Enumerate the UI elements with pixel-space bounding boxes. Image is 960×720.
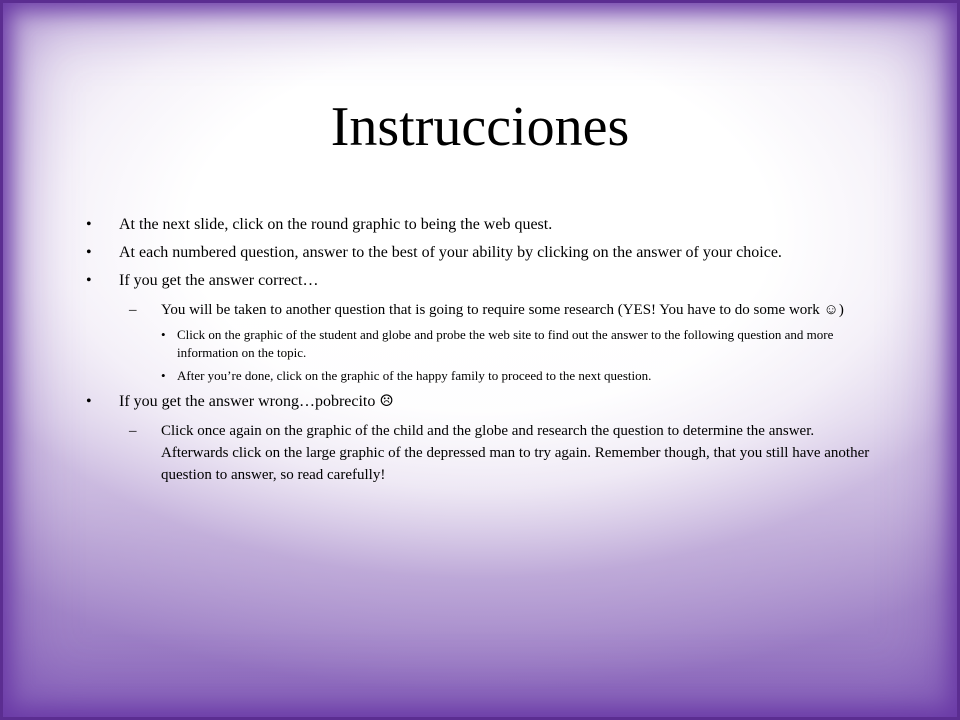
list-item-text: If you get the answer wrong…pobrecito ☹ [119, 393, 394, 410]
sub-sub-list-item-text: After you’re done, click on the graphic of the happy family to proceed to the next question. [177, 368, 652, 383]
list-item [82, 242, 882, 264]
sub-list-item-text: You will be taken to another question that is going to require some research (YES! You have to do some work ☺) [161, 302, 844, 318]
list-item [82, 391, 882, 486]
list-item-text: At each numbered question, answer to the best of your ability by clicking on the answer of your choice. [119, 244, 782, 261]
sub-sub-list-item [161, 367, 882, 385]
bullet-list [82, 214, 882, 486]
sub-list-item [119, 299, 882, 385]
sub-list-item-text: Click once again on the graphic of the child and the globe and research the question to determine the answer. Afterwards click on the large graphic of the depressed man to try again. Remember though, that you still have another question to answer, so read carefully! [161, 423, 870, 483]
bullet-icon: • [86, 393, 92, 410]
list-item-text: At the next slide, click on the round graphic to being the web quest. [119, 216, 553, 233]
bullet-icon: • [161, 327, 166, 342]
slide-body [82, 214, 882, 492]
dash-bullet-icon: – [129, 423, 137, 439]
dash-bullet-icon: – [129, 302, 137, 318]
bullet-icon: • [86, 216, 92, 233]
sub-sub-list [161, 326, 882, 385]
sub-sub-list-item [161, 326, 882, 362]
list-item [82, 270, 882, 385]
list-item [82, 214, 882, 236]
bullet-icon: • [161, 368, 166, 383]
sub-list-item [119, 420, 882, 486]
bullet-icon: • [86, 244, 92, 261]
list-item-text: If you get the answer correct… [119, 272, 319, 289]
sub-list [119, 299, 882, 385]
sub-list [119, 420, 882, 486]
bullet-icon: • [86, 272, 92, 289]
sub-sub-list-item-text: Click on the graphic of the student and globe and probe the web site to find out the answer to the following question and more information on the topic. [177, 327, 834, 360]
slide-title: Instrucciones [330, 96, 630, 158]
